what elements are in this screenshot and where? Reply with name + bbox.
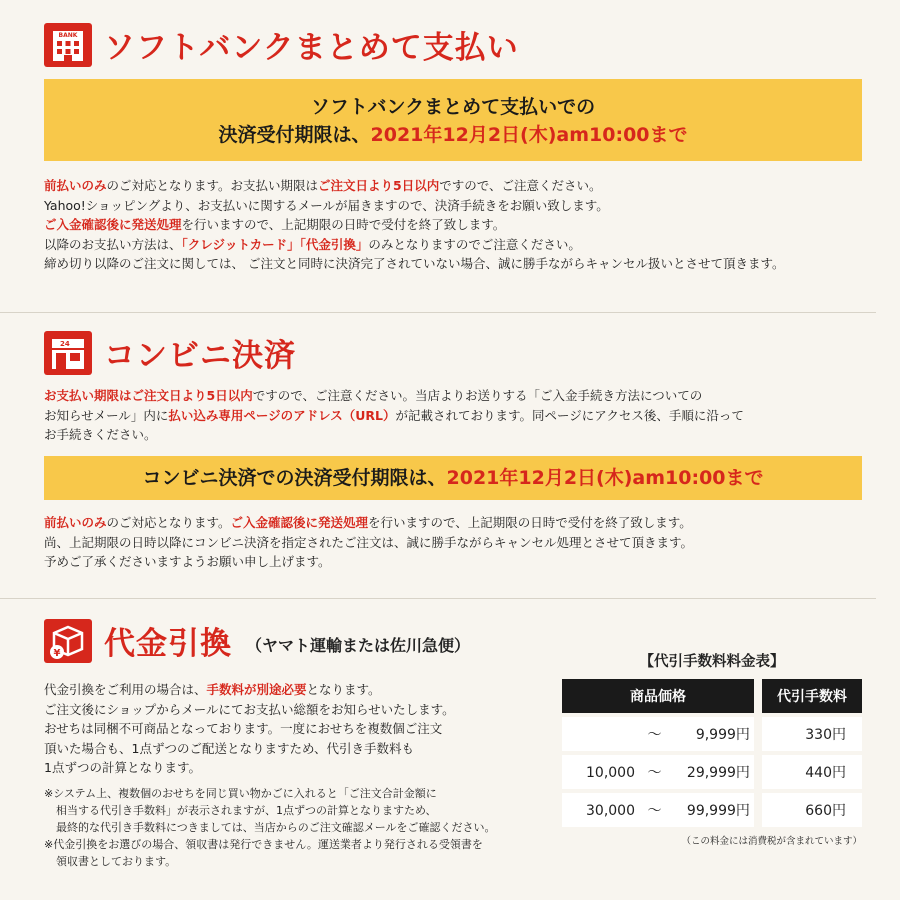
conveni-header (44, 330, 296, 375)
divider (0, 598, 876, 599)
price-sep: 〜 (647, 727, 662, 743)
price-from: 10,000 (586, 765, 635, 781)
cod-notes (44, 785, 564, 870)
cod-text: おせちは同梱不可商品となっております。一度におせちを複数個ご注文 (44, 721, 443, 736)
price-from: 30,000 (586, 803, 635, 819)
softbank-deadline-days: ご注文日より5日以内 (318, 178, 440, 193)
cod-note: 領収書としております。 (56, 855, 177, 868)
softbank-banner-prefix: 決済受付期限は、 (218, 124, 371, 146)
col-fee-header: 代引手数料 (762, 679, 862, 713)
price-range-cell (562, 717, 754, 751)
conveni-shipping-note: ご入金確認後に発送処理 (230, 515, 369, 530)
conveni-deadline-days: お支払い期限はご注文日より5日以内 (44, 388, 253, 403)
col-price-header: 商品価格 (562, 679, 754, 713)
softbank-title: ソフトバンクまとめて支払い (104, 30, 519, 66)
price-to: 29,999円 (686, 765, 750, 781)
softbank-text: Yahoo!ショッピングより、お支払いに関するメールが届きますので、決済手続きをお願い致します。 (44, 197, 609, 213)
fee-cell: 330円 (762, 717, 862, 751)
softbank-banner-date: 2021年12月2日(木)am10:00まで (370, 124, 688, 146)
cod-note: 最終的な代引き手数料につきましては、当店からのご注文確認メールをご確認ください。 (56, 821, 496, 834)
softbank-methods: 「クレジットカード」「代金引換」 (181, 236, 369, 252)
conveni-prepay-only: 前払いのみ (44, 515, 107, 530)
conveni-text: が記載されております。同ページにアクセス後、手順に沿って (395, 407, 744, 423)
cod-note: ※代金引換をお選びの場合、領収書は発行できません。運送業者より発行される受領書を (44, 838, 483, 851)
softbank-header (44, 22, 519, 67)
cod-fee-table-block (562, 650, 862, 847)
cod-text: 1点ずつの計算となります。 (44, 760, 201, 775)
price-range-cell (562, 755, 754, 789)
convenience-store-icon (44, 331, 92, 375)
table-row (562, 755, 862, 789)
cod-header (44, 618, 470, 663)
conveni-text: を行いますので、上記期限の日時で受付を終了致します。 (368, 515, 692, 530)
conveni-body-1 (44, 386, 874, 445)
price-sep: 〜 (647, 765, 662, 781)
table-row (562, 793, 862, 827)
price-sep: 〜 (647, 803, 662, 819)
cod-fee-table-title: 【代引手数料料金表】 (639, 654, 785, 670)
conveni-text: 尚、上記期限の日時以降にコンビニ決済を指定されたご注文は、誠に勝手ながらキャンセル処理とさせて頂きます。 (44, 534, 694, 550)
svg-text:¥: ¥ (53, 647, 61, 659)
conveni-text: お手続きください。 (44, 427, 157, 442)
conveni-banner-date: 2021年12月2日(木)am10:00まで (446, 467, 764, 489)
price-range-cell (562, 793, 754, 827)
cod-fee-note: 手数料が別途必要 (206, 682, 307, 697)
divider (0, 312, 876, 313)
softbank-prepay-only: 前払いのみ (44, 178, 107, 193)
softbank-shipping-note: ご入金確認後に発送処理 (44, 217, 182, 232)
softbank-banner-line2 (44, 121, 862, 149)
cod-note: ※システム上、複数個のおせちを同じ買い物かごに入れると「ご注文合計金額に (44, 787, 437, 800)
table-row (562, 717, 862, 751)
fee-cell: 440円 (762, 755, 862, 789)
softbank-text: のみとなりますのでご注意ください。 (368, 236, 581, 252)
softbank-deadline-banner (44, 79, 862, 161)
table-header-row (562, 679, 862, 713)
conveni-text: ですので、ご注意ください。当店よりお送りする「ご入金手続き方法についての (252, 388, 703, 403)
conveni-title: コンビニ決済 (104, 338, 296, 374)
cod-subtitle: （ヤマト運輸または佐川急便） (246, 636, 471, 655)
softbank-banner-line1: ソフトバンクまとめて支払いでの (310, 96, 596, 118)
softbank-text: を行いますので、上記期限の日時で受付を終了致します。 (181, 217, 506, 232)
price-to: 9,999円 (695, 727, 750, 743)
softbank-text: 以降のお支払い方法は、 (44, 236, 182, 252)
conveni-deadline-banner (44, 456, 862, 500)
conveni-url-note: 払い込み専用ページのアドレス（URL） (168, 407, 396, 423)
price-to: 99,999円 (686, 803, 750, 819)
package-yen-icon (44, 619, 92, 663)
cod-note: 相当する代引き手数料」が表示されますが、1点ずつの計算となりますため、 (56, 804, 437, 817)
cod-body (44, 680, 564, 778)
cod-text: となります。 (306, 682, 381, 697)
conveni-text: お知らせメール」内に (44, 407, 169, 423)
bank-icon-label: BANK (58, 31, 78, 39)
softbank-text: 締め切り以降のご注文に関しては、 ご注文と同時に決済完了されていない場合、誠に勝手ながらキャンセル扱いとさせて頂きます。 (44, 256, 785, 271)
cod-text: 頂いた場合も、1点ずつのご配送となりますため、代引き手数料も (44, 740, 414, 756)
conveni-icon-label: 24 (60, 339, 70, 348)
softbank-text: のご対応となります。お支払い期限は (106, 178, 319, 193)
softbank-text: ですので、ご注意ください。 (439, 178, 602, 193)
cod-text: 代金引換をご利用の場合は、 (44, 682, 207, 697)
conveni-text: のご対応となります。 (106, 515, 231, 530)
fee-cell: 660円 (762, 793, 862, 827)
cod-text: ご注文後にショップからメールにてお支払い総額をお知らせいたします。 (44, 701, 455, 717)
conveni-body-2 (44, 513, 874, 572)
conveni-banner-prefix: コンビニ決済での決済受付期限は、 (142, 467, 447, 489)
softbank-body (44, 176, 874, 274)
cod-fee-table (562, 675, 862, 831)
conveni-text: 予めご了承くださいますようお願い申し上げます。 (44, 554, 331, 569)
cod-fee-table-note: （この料金には消費税が含まれています） (681, 836, 862, 847)
cod-title: 代金引換 (104, 626, 232, 662)
bank-icon (44, 23, 92, 67)
